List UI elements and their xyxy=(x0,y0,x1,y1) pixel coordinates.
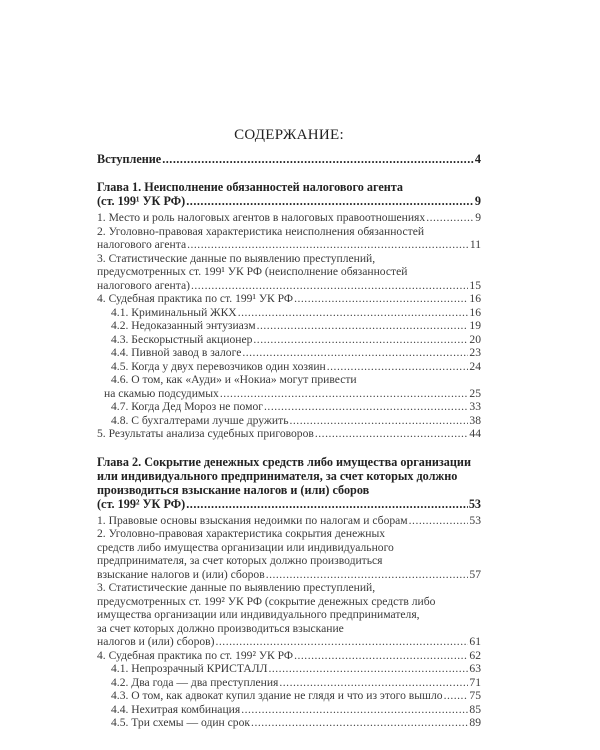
dot-leader xyxy=(253,333,468,347)
toc-entry[interactable] xyxy=(97,360,481,374)
dot-leader xyxy=(426,211,474,225)
page-number: 75 xyxy=(469,689,481,702)
toc-entry[interactable] xyxy=(97,662,481,676)
toc-entry-text: Глава 1. Неисполнение обязанностей налогового агента xyxy=(97,180,404,194)
dot-leader xyxy=(241,703,468,717)
toc-entry-text: предпринимателя, за счет которых должно производиться xyxy=(97,554,383,567)
toc-entry[interactable] xyxy=(97,676,481,690)
page-number: 23 xyxy=(469,346,481,359)
toc-entry-line xyxy=(97,225,481,239)
toc-entry[interactable] xyxy=(97,514,481,528)
page-number: 24 xyxy=(469,359,481,373)
toc-entry-text: предусмотренных ст. 199² УК РФ (сокрытие денежных средств либо xyxy=(97,594,436,608)
dot-leader xyxy=(216,635,469,649)
toc-entry-text: 2. Уголовно-правовая характеристика сокрытия денежных xyxy=(97,527,386,540)
toc-entry[interactable] xyxy=(97,689,481,703)
page-number: 53 xyxy=(468,496,481,511)
toc-entry-text: 4.4. Пивной завод в залоге xyxy=(111,346,242,359)
toc-entry[interactable] xyxy=(97,373,481,400)
page-number: 62 xyxy=(469,648,481,662)
page-number: 25 xyxy=(469,386,481,400)
toc-entry-line xyxy=(97,306,481,320)
toc-entry-line xyxy=(97,152,481,166)
dot-leader xyxy=(294,649,468,663)
toc-entry-text: 4.5. Когда у двух перевозчиков один хозяин xyxy=(111,359,326,373)
toc-entry-text: Глава 2. Сокрытие денежных средств либо имущества организации xyxy=(97,454,471,469)
toc-entry-text: 1. Место и роль налоговых агентов в налоговых правоотношениях xyxy=(97,211,426,224)
dot-leader xyxy=(444,689,469,703)
toc-entry-text: взыскание налогов и (или) сборов xyxy=(97,567,265,581)
page-number: 20 xyxy=(469,332,481,346)
toc-entry-text: 4.6. О том, как «Ауди» и «Нокиа» могут привести xyxy=(111,373,357,386)
toc-entry[interactable] xyxy=(97,333,481,347)
toc-entry[interactable] xyxy=(97,414,481,428)
toc-entry-line xyxy=(97,319,481,333)
toc-entry-text: 4. Судебная практика по ст. 199² УК РФ xyxy=(97,648,294,662)
page-number: 89 xyxy=(469,716,481,729)
toc-entry-text: 3. Статистические данные по выявлению преступлений, xyxy=(97,581,376,594)
page-number: 63 xyxy=(469,662,481,675)
page-number: 16 xyxy=(469,292,481,305)
page-number: 9 xyxy=(475,211,481,224)
page-number: 15 xyxy=(469,278,481,292)
toc-entry-line xyxy=(97,180,481,194)
dot-leader xyxy=(409,514,469,528)
page-number: 11 xyxy=(469,238,481,251)
dot-leader xyxy=(242,346,468,360)
toc-entry-text: 4.1. Непрозрачный КРИСТАЛЛ xyxy=(111,662,268,675)
page-number: 16 xyxy=(469,305,481,319)
toc-entry-text: за счет которых должно производиться взыскание xyxy=(97,621,344,635)
toc-entry[interactable] xyxy=(97,211,481,225)
toc-entry-text: 4.4. Нехитрая комбинация xyxy=(111,702,241,716)
toc-entry-text: 1. Правовые основы взыскания недоимки по налогам и сборам xyxy=(97,513,408,527)
dot-leader xyxy=(162,152,474,166)
toc-entry-line xyxy=(97,427,481,441)
toc-entry-text: (ст. 199¹ УК РФ) xyxy=(97,194,186,208)
toc-entry-line xyxy=(97,497,481,511)
toc-entry-line xyxy=(97,387,481,401)
toc-entry-line xyxy=(97,554,481,568)
toc-entry-line xyxy=(97,400,481,414)
dot-leader xyxy=(251,716,468,730)
toc-entry-line xyxy=(97,649,481,663)
toc-entry-line xyxy=(97,635,481,649)
toc-entry-text: (ст. 199² УК РФ) xyxy=(97,496,186,511)
toc-entry-text: 4.7. Когда Дед Мороз не помог xyxy=(111,400,264,413)
page-number: 57 xyxy=(469,567,481,581)
toc-entry-line xyxy=(97,252,481,266)
toc-entry[interactable] xyxy=(97,581,481,649)
toc-entry-line xyxy=(97,194,481,208)
toc-chapter[interactable] xyxy=(97,180,481,208)
toc-entry-line xyxy=(97,211,481,225)
toc-entry[interactable] xyxy=(97,306,481,320)
page-number: 44 xyxy=(469,427,481,440)
toc-entry-line xyxy=(97,622,481,636)
dot-leader xyxy=(315,427,469,441)
toc-entry-line xyxy=(97,527,481,541)
dot-leader xyxy=(290,414,469,428)
page-number: 9 xyxy=(474,194,481,208)
toc-entry-text: налогов и (или) сборов) xyxy=(97,635,215,648)
toc-entry-text: 4.2. Недоказанный энтузиазм xyxy=(111,319,256,332)
page-number: 71 xyxy=(469,675,481,689)
dot-leader xyxy=(268,662,468,676)
toc-entry[interactable] xyxy=(97,292,481,306)
toc-entry-line xyxy=(97,676,481,690)
dot-leader xyxy=(187,238,469,252)
toc-entry-line xyxy=(97,716,481,730)
toc-entry-text: или индивидуального предпринимателя, за счет которых должно xyxy=(97,468,458,483)
toc-entry-line xyxy=(97,514,481,528)
toc-entry[interactable] xyxy=(97,703,481,717)
toc-title: СОДЕРЖАНИЕ: xyxy=(234,127,344,143)
toc-entry-line xyxy=(97,279,481,293)
toc-entry-line xyxy=(97,568,481,582)
toc-entry-text: 2. Уголовно-правовая характеристика неисполнения обязанностей xyxy=(97,224,425,238)
dot-leader xyxy=(279,676,468,690)
page-number: 85 xyxy=(469,702,481,716)
toc-entry-text: предусмотренных ст. 199¹ УК РФ (неисполнение обязанностей xyxy=(97,265,408,278)
toc-entry-line xyxy=(97,662,481,676)
dot-leader xyxy=(191,279,468,293)
toc-entry[interactable] xyxy=(97,427,481,441)
page-number: 4 xyxy=(474,152,481,166)
toc-entry-line xyxy=(97,265,481,279)
toc-entry-text: 4.1. Криминальный ЖКХ xyxy=(111,305,237,319)
toc-list xyxy=(97,152,481,730)
table-of-contents-page xyxy=(97,126,481,730)
toc-intro[interactable] xyxy=(97,152,481,166)
toc-entry-text: налогового агента xyxy=(97,238,187,251)
toc-entry[interactable] xyxy=(97,649,481,663)
dot-leader xyxy=(220,387,469,401)
toc-entry-text: 4.2. Два года — два преступления xyxy=(111,675,279,689)
dot-leader xyxy=(257,319,469,333)
toc-entry-text: 4.8. С бухгалтерами лучше дружить xyxy=(111,413,289,427)
toc-entry-text: на скамью подсудимых xyxy=(104,386,219,400)
page-number: 33 xyxy=(469,400,481,413)
dot-leader xyxy=(294,292,468,306)
toc-entry-text: производиться взыскание налогов и (или) сборов xyxy=(97,482,370,497)
dot-leader xyxy=(186,497,468,511)
toc-entry-line xyxy=(97,333,481,347)
toc-chapter[interactable] xyxy=(97,455,481,511)
toc-entry-line xyxy=(97,455,481,469)
toc-entry-line xyxy=(97,346,481,360)
toc-entry-text: 4.3. О том, как адвокат купил здание не глядя и что из этого вышло xyxy=(111,689,443,702)
dot-leader xyxy=(264,400,468,414)
page-number: 53 xyxy=(469,513,481,527)
toc-entry-line xyxy=(97,414,481,428)
toc-entry-text: 4.5. Три схемы — один срок xyxy=(111,716,251,729)
toc-entry-text: 4. Судебная практика по ст. 199¹ УК РФ xyxy=(97,292,294,305)
toc-entry-text: 3. Статистические данные по выявлению преступлений, xyxy=(97,251,376,265)
toc-entry-line xyxy=(97,360,481,374)
toc-entry[interactable] xyxy=(97,252,481,293)
toc-entry-line xyxy=(97,292,481,306)
toc-entry-line xyxy=(97,541,481,555)
page-number: 38 xyxy=(469,413,481,427)
toc-entry-line xyxy=(97,689,481,703)
toc-entry-line xyxy=(97,581,481,595)
toc-entry-line xyxy=(97,469,481,483)
toc-entry[interactable] xyxy=(97,400,481,414)
toc-entry-line xyxy=(97,373,481,387)
toc-entry-line xyxy=(97,238,481,252)
toc-entry[interactable] xyxy=(97,716,481,730)
toc-entry[interactable] xyxy=(97,346,481,360)
toc-entry-text: имущества организации или индивидуального предпринимателя, xyxy=(97,608,420,621)
page-number: 19 xyxy=(469,319,481,332)
dot-leader xyxy=(266,568,469,582)
dot-leader xyxy=(327,360,469,374)
toc-entry[interactable] xyxy=(97,319,481,333)
toc-entry-line xyxy=(97,483,481,497)
toc-entry-text: 4.3. Бескорыстный акционер xyxy=(111,332,253,346)
toc-entry[interactable] xyxy=(97,225,481,252)
dot-leader xyxy=(186,194,474,208)
toc-entry-text: Вступление xyxy=(97,152,162,166)
toc-entry[interactable] xyxy=(97,527,481,581)
toc-entry-line xyxy=(97,608,481,622)
toc-entry-text: 5. Результаты анализа судебных приговоров xyxy=(97,427,314,440)
page-number: 61 xyxy=(469,635,481,648)
toc-entry-text: средств либо имущества организации или индивидуального xyxy=(97,540,394,554)
toc-entry-line xyxy=(97,703,481,717)
dot-leader xyxy=(238,306,469,320)
toc-entry-line xyxy=(97,595,481,609)
toc-entry-text: налогового агента) xyxy=(97,278,190,292)
